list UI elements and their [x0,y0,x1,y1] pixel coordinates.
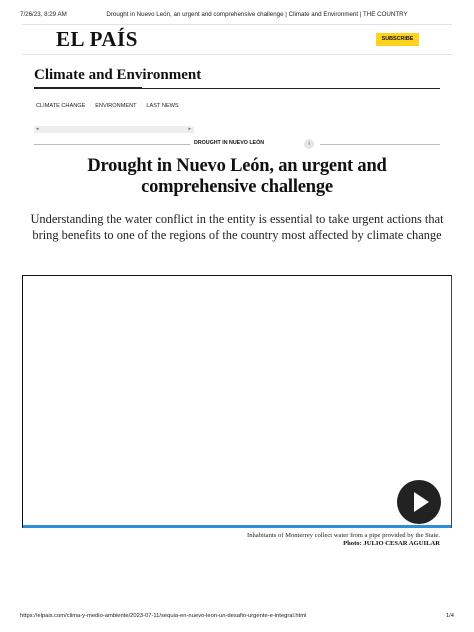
horizontal-scrollbar[interactable] [34,126,194,133]
subnav-separator: · [89,103,92,109]
masthead-top-rule [22,24,452,25]
scroll-right-icon[interactable]: ▸ [188,126,191,132]
info-icon[interactable]: i [304,139,314,149]
print-doc-title: Drought in Nuevo León, an urgent and comprehensive challenge | Climate and Environment | THE COUNTRY [106,11,408,18]
article-headline: Drought in Nuevo León, an urgent and comprehensive challenge [87,156,387,197]
tag-rule-right [320,144,440,145]
article-tag[interactable]: DROUGHT IN NUEVO LEÓN [194,140,265,146]
print-header [0,11,474,21]
subscribe-button[interactable]: SUBSCRIBE [376,33,419,46]
section-subnav [36,103,179,109]
subnav-separator: · [140,103,143,109]
photo-credit: Photo: JULIO CESAR AGUILAR [343,540,440,547]
subnav-item-last-news[interactable]: LAST NEWS [146,103,179,109]
print-date: 7/26/23, 8:29 AM [20,11,67,18]
section-rule-accent [34,87,142,89]
tag-rule-left [34,144,190,145]
play-icon [414,492,429,512]
print-page-number: 1/4 [445,613,454,619]
masthead-bottom-rule [22,54,452,55]
video-progress-bar[interactable] [23,525,451,528]
article-standfirst: Understanding the water conflict in the entity is essential to take urgent actions that bring benefits to one of the regions of the country most affected by climate change [30,212,444,242]
play-button[interactable] [397,480,441,524]
el-pais-logo[interactable]: EL PAÍS [56,27,138,51]
subnav-item-environment[interactable]: ENVIRONMENT [95,103,137,109]
section-title[interactable]: Climate and Environment [34,67,202,83]
scroll-left-icon[interactable]: ◂ [36,126,39,132]
subnav-item-climate-change[interactable]: CLIMATE CHANGE [36,103,86,109]
photo-caption: Inhabitants of Monterrey collect water from a pipe provided by the State. [247,532,440,539]
video-player[interactable] [22,275,452,528]
print-url: https://elpais.com/clima-y-medio-ambiente/2023-07-11/sequia-en-nuevo-leon-un-desafio-urgente-e-integral.html [20,613,307,619]
